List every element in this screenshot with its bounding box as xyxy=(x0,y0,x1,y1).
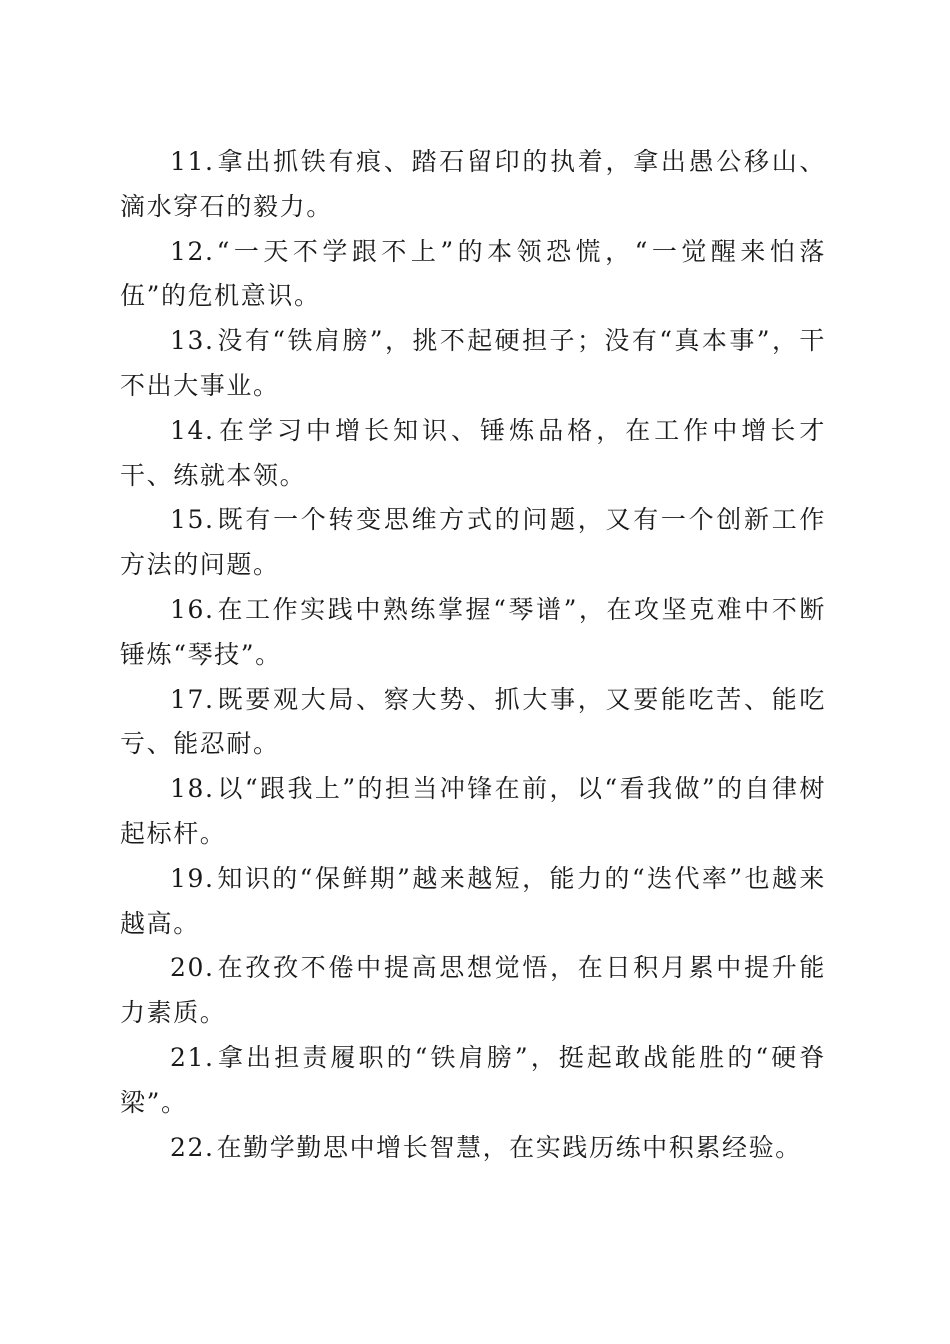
item-number: 20. xyxy=(170,953,215,983)
list-item-17 xyxy=(120,678,826,768)
list-item-12 xyxy=(120,230,826,320)
item-text: 在学习中增长知识、锤炼品格，在工作中增长才干、练就本领。 xyxy=(120,415,826,490)
list-item-13 xyxy=(120,319,826,409)
item-text: 拿出担责履职的“铁肩膀”，挺起敢战能胜的“硬脊梁”。 xyxy=(120,1042,826,1117)
item-number: 16. xyxy=(170,594,215,624)
item-text: 在工作实践中熟练掌握“琴谱”，在攻坚克难中不断锤炼“琴技”。 xyxy=(120,594,826,669)
item-number: 22. xyxy=(170,1132,215,1162)
list-item-15 xyxy=(120,498,826,588)
list-item-14 xyxy=(120,409,826,499)
list-item-21 xyxy=(120,1036,826,1126)
item-text: 在孜孜不倦中提高思想觉悟，在日积月累中提升能力素质。 xyxy=(120,953,826,1028)
list-item-16 xyxy=(120,588,826,678)
list-item-22 xyxy=(120,1126,826,1171)
item-number: 18. xyxy=(170,774,215,804)
item-text: 在勤学勤思中增长智慧，在实践历练中积累经验。 xyxy=(216,1132,802,1162)
list-item-19 xyxy=(120,857,826,947)
item-text: “一天不学跟不上”的本领恐慌，“一觉醒来怕落伍”的危机意识。 xyxy=(120,236,826,311)
item-text: 没有“铁肩膀”，挑不起硬担子；没有“真本事”，干不出大事业。 xyxy=(120,326,826,400)
item-number: 17. xyxy=(170,684,215,714)
item-text: 知识的“保鲜期”越来越短，能力的“迭代率”也越来越高。 xyxy=(120,863,826,938)
item-number: 14. xyxy=(170,415,215,445)
item-number: 19. xyxy=(170,863,215,893)
item-number: 12. xyxy=(170,236,215,266)
item-text: 拿出抓铁有痕、踏石留印的执着，拿出愚公移山、滴水穿石的毅力。 xyxy=(120,147,826,221)
item-text: 既有一个转变思维方式的问题，又有一个创新工作方法的问题。 xyxy=(120,505,826,580)
item-number: 13. xyxy=(170,326,215,356)
item-number: 15. xyxy=(170,505,215,535)
numbered-list xyxy=(120,140,826,1170)
list-item-18 xyxy=(120,767,826,857)
item-number: 21. xyxy=(170,1042,215,1072)
list-item-11 xyxy=(120,140,826,230)
item-text: 以“跟我上”的担当冲锋在前，以“看我做”的自律树起标杆。 xyxy=(120,774,826,848)
list-item-20 xyxy=(120,946,826,1036)
item-number: 11. xyxy=(170,147,215,176)
item-text: 既要观大局、察大势、抓大事，又要能吃苦、能吃亏、能忍耐。 xyxy=(120,684,826,759)
